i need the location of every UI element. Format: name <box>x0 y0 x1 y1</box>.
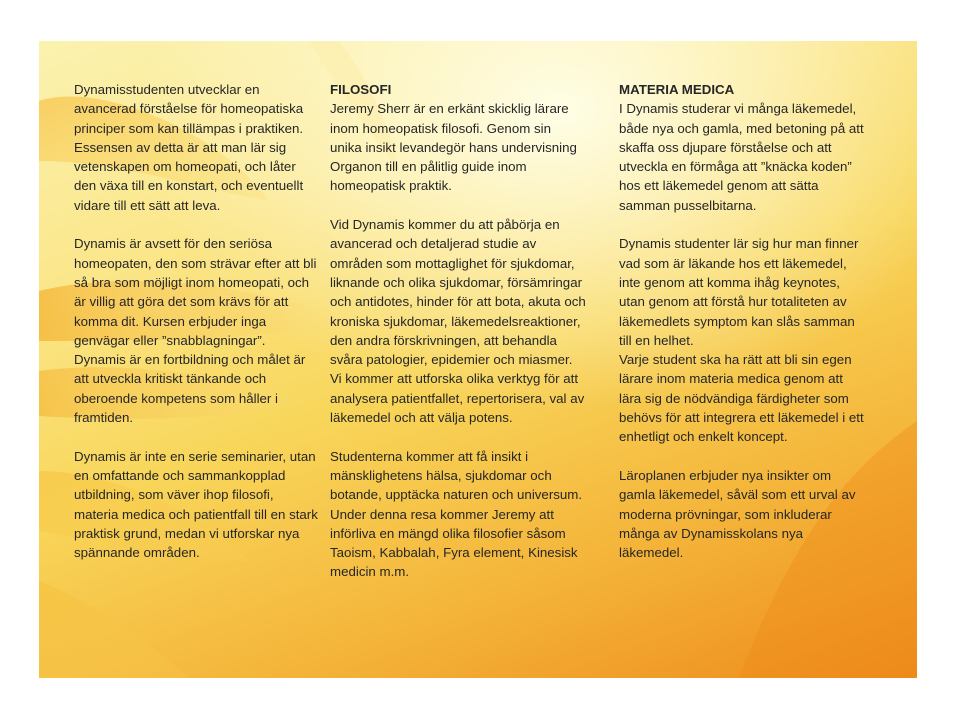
materia-medica-heading: MATERIA MEDICA <box>619 82 735 97</box>
filosofi-paragraph-1: Jeremy Sherr är en erkänt skicklig lärare inom homeopatisk filosofi. Genom sin unika insikt levandegör hans undervisning Organon till en pålitlig guide inom homeopatisk praktik. <box>330 101 577 194</box>
filosofi-heading: FILOSOFI <box>330 82 392 97</box>
intro-paragraph-2: Dynamis är avsett för den seriösa homeopaten, den som strävar efter att bli så bra som möjligt inom homeopati, och är villig att göra det som krävs för att komma dit. Kursen erbjuder inga genvägar eller ”snabblagningar”. Dynamis är en fortbildning och målet är att utveckla kritiskt tänkande och oberoende kompetens som håller i framtiden. <box>74 236 317 426</box>
column-materia-medica <box>619 80 865 582</box>
intro-paragraph-1: Dynamisstudenten utvecklar en avancerad förståelse för homeopatiska principer som kan tillämpas i praktiken. Essensen av detta är att man lär sig vetenskapen om homeopati, och låter den växa till en konstart, och eventuellt vidare till ett sätt att leva. <box>74 82 304 213</box>
slide-background <box>39 41 917 678</box>
materia-medica-paragraph-4: Läroplanen erbjuder nya insikter om gamla läkemedel, såväl som ett urval av moderna prövningar, som inkluderar många av Dynamisskolans nya läkemedel. <box>619 467 856 561</box>
column-intro <box>74 80 319 582</box>
materia-medica-paragraph-2: Dynamis studenter lär sig hur man finner vad som är läkande hos ett läkemedel, inte genom att komma ihåg keynotes, utan genom att förstå hur totaliteten av läkemedlets symptom kan slås samman till en helhet. <box>619 236 859 348</box>
intro-paragraph-3: Dynamis är inte en serie seminarier, utan en omfattande och sammankopplad utbildning, som väver ihop filosofi, materia medica och patientfall till en stark praktisk grund, medan vi utforskar nya spännande områden. <box>74 448 318 561</box>
filosofi-paragraph-3: Studenterna kommer att få insikt i mänsklighetens hälsa, sjukdomar och botande, upptäcka naturen och universum. Under denna resa kommer Jeremy att införliva en mängd olika filosofier såsom Taoism, Kabbalah, Fyra element, Kinesisk medicin m.m. <box>330 448 583 580</box>
column-filosofi <box>330 80 586 601</box>
materia-medica-paragraph-1: I Dynamis studerar vi många läkemedel, både nya och gamla, med betoning på att skaffa oss djupare förståelse och att utveckla en förmåga att ”knäcka koden” hos ett läkemedel genom att sätta samman pusselbitarna. <box>619 101 864 213</box>
materia-medica-paragraph-3: Varje student ska ha rätt att bli sin egen lärare inom materia medica genom att lära sig de nödvändiga färdigheter som behövs för att integrera ett läkemedel i ett enhetligt och enkelt koncept. <box>619 352 864 445</box>
filosofi-paragraph-2: Vid Dynamis kommer du att påbörja en avancerad och detaljerad studie av områden som mottaglighet för sjukdomar, liknande och olika sjukdomar, försämringar och antidotes, hinder för att bota, akuta och kroniska sjukdomar, läkemedelsreaktioner, den andra förskrivningen, att behandla svåra patologier, epidemier och miasmer. Vi kommer att utforska olika verktyg för att analysera patientfallet, repertorisera, val av läkemedel och att välja potens. <box>330 217 586 426</box>
